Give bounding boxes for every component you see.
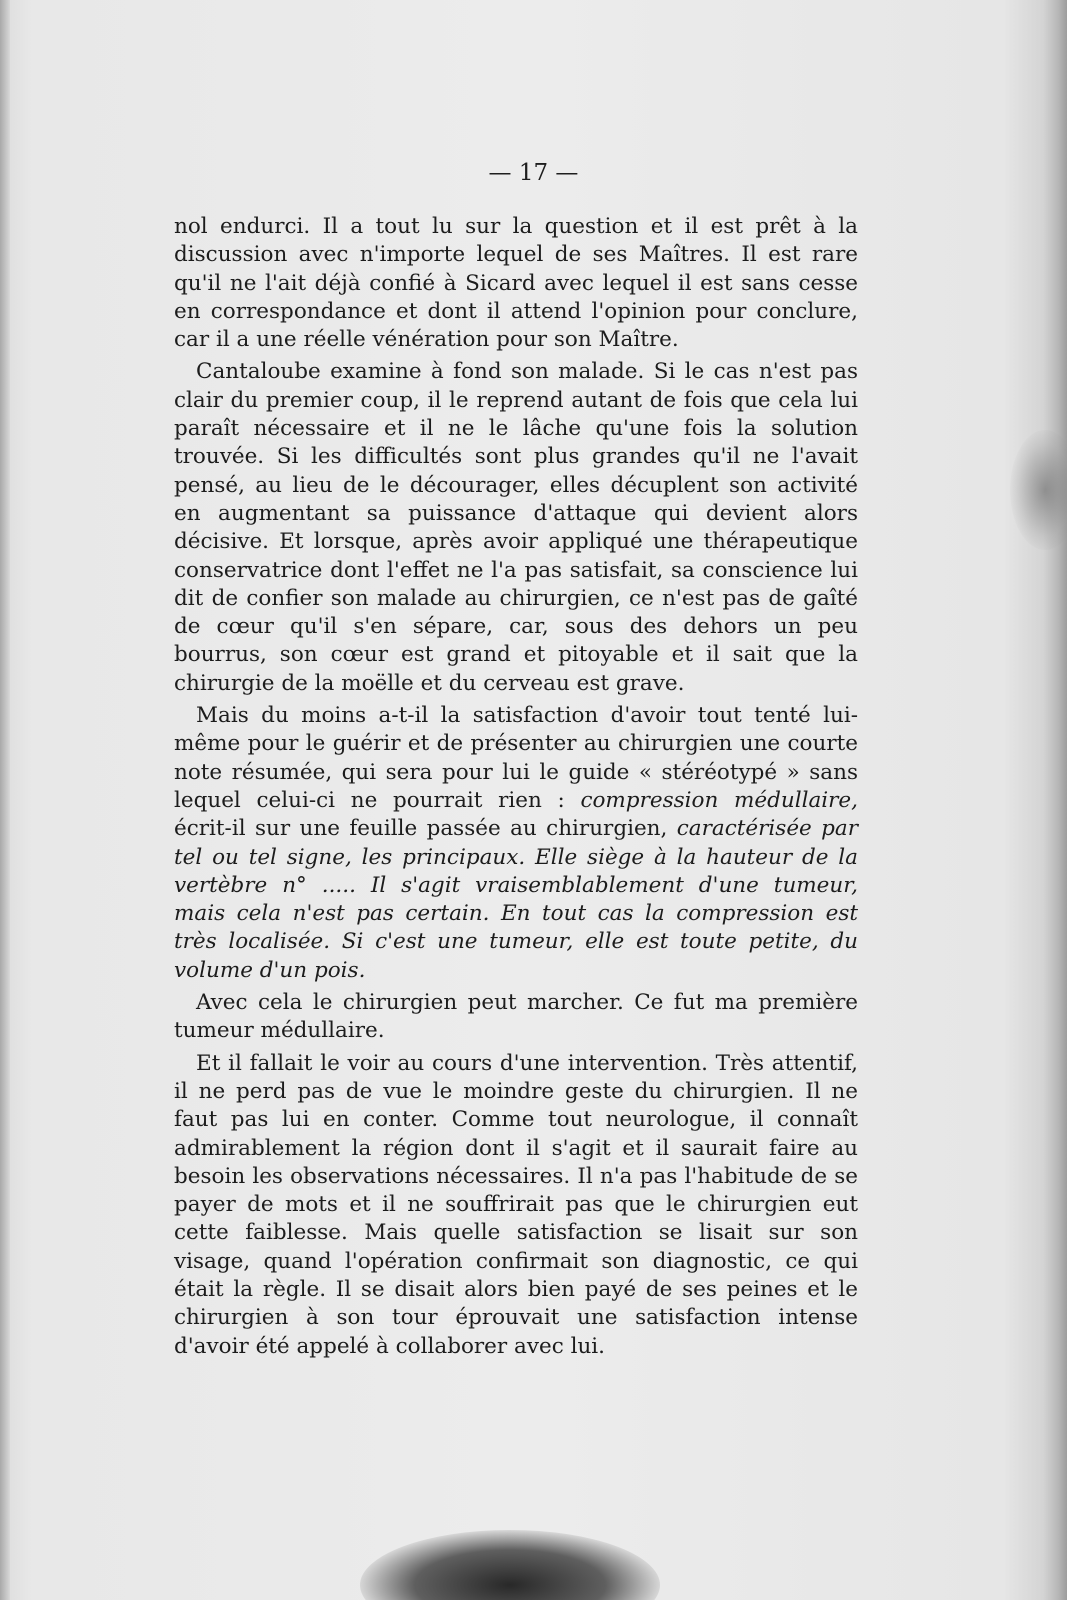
paragraph-3-italic-a: compression médullaire, (580, 787, 858, 813)
paragraph-5: Et il fallait le voir au cours d'une intervention. Très attentif, il ne perd pas de vue le moindre geste du chirurgien. Il ne faut pas lui en conter. Comme tout neurologue, il connaît admirablement la région dont il s'agit et il saurait faire au besoin les observations nécessaires. Il n'a pas l'habitude de se payer de mots et il ne souffrirait pas que le chirurgien eut cette faiblesse. Mais quelle satisfaction se lisait sur son visage, quand l'opération confirmait son diagnostic, ce qui était la règle. Il se disait alors bien payé de ses peines et le chirurgien à son tour éprouvait une satisfaction intense d'avoir été appelé à collaborer avec lui. (174, 1050, 858, 1359)
page-number: — 17 — (488, 160, 579, 186)
page-edge-shadow (1043, 0, 1067, 1600)
paper-stain (1010, 430, 1067, 550)
paragraph-4: Avec cela le chirurgien peut marcher. Ce fut ma première tumeur médullaire. (174, 990, 858, 1044)
paragraph-1: nol endurci. Il a tout lu sur la question et il est prêt à la discussion avec n'importe lequel de ses Maîtres. Il est rare qu'il ne l'ait déjà confié à Sicard avec lequel il est sans cesse en correspondance et dont il attend l'opinion pour conclure, car il a une réelle vénération pour son Maître. (174, 214, 858, 353)
paragraph-3-text-a: Mais du moins a-t-il la satisfaction d'avoir tout tenté lui-même pour le guérir et de présenter au chirurgien une courte note résumée, qui sera pour lui le guide « stéréotypé » sans lequel celui-ci ne pourrait rien : (174, 703, 858, 813)
paragraph-3-italic-b: caractérisée par tel ou tel signe, les principaux. Elle siège à la hauteur de la vertèbre n° ..... Il s'agit vraisemblablement d'une tumeur, mais cela n'est pas certain. En tout cas la compression est très localisée. Si c'est une tumeur, elle est toute petite, du volume d'un pois. (174, 816, 859, 983)
paragraph-3-text-b: écrit-il sur une feuille passée au chirurgien, (174, 816, 677, 842)
body-text (174, 213, 858, 1365)
paragraph-2: Cantaloube examine à fond son malade. Si le cas n'est pas clair du premier coup, il le reprend autant de fois que cela lui paraît nécessaire et il ne le lâche qu'une fois la solution trouvée. Si les difficultés sont plus grandes qu'il ne l'avait pensé, au lieu de le décourager, elles décuplent son activité en augmentant sa puissance d'attaque qui devient alors décisive. Et lorsque, après avoir appliqué une thérapeutique conservatrice dont l'effet ne l'a pas satisfait, sa conscience lui dit de confier son malade au chirurgien, ce n'est pas de gaîté de cœur qu'il s'en sépare, car, sous des dehors un peu bourrus, son cœur est grand et pitoyable et il sait que la chirurgie de la moëlle et du cerveau est grave. (174, 359, 858, 696)
paragraph-3 (174, 702, 858, 985)
thumb-shadow (360, 1530, 660, 1600)
binding-fold (0, 0, 10, 1600)
